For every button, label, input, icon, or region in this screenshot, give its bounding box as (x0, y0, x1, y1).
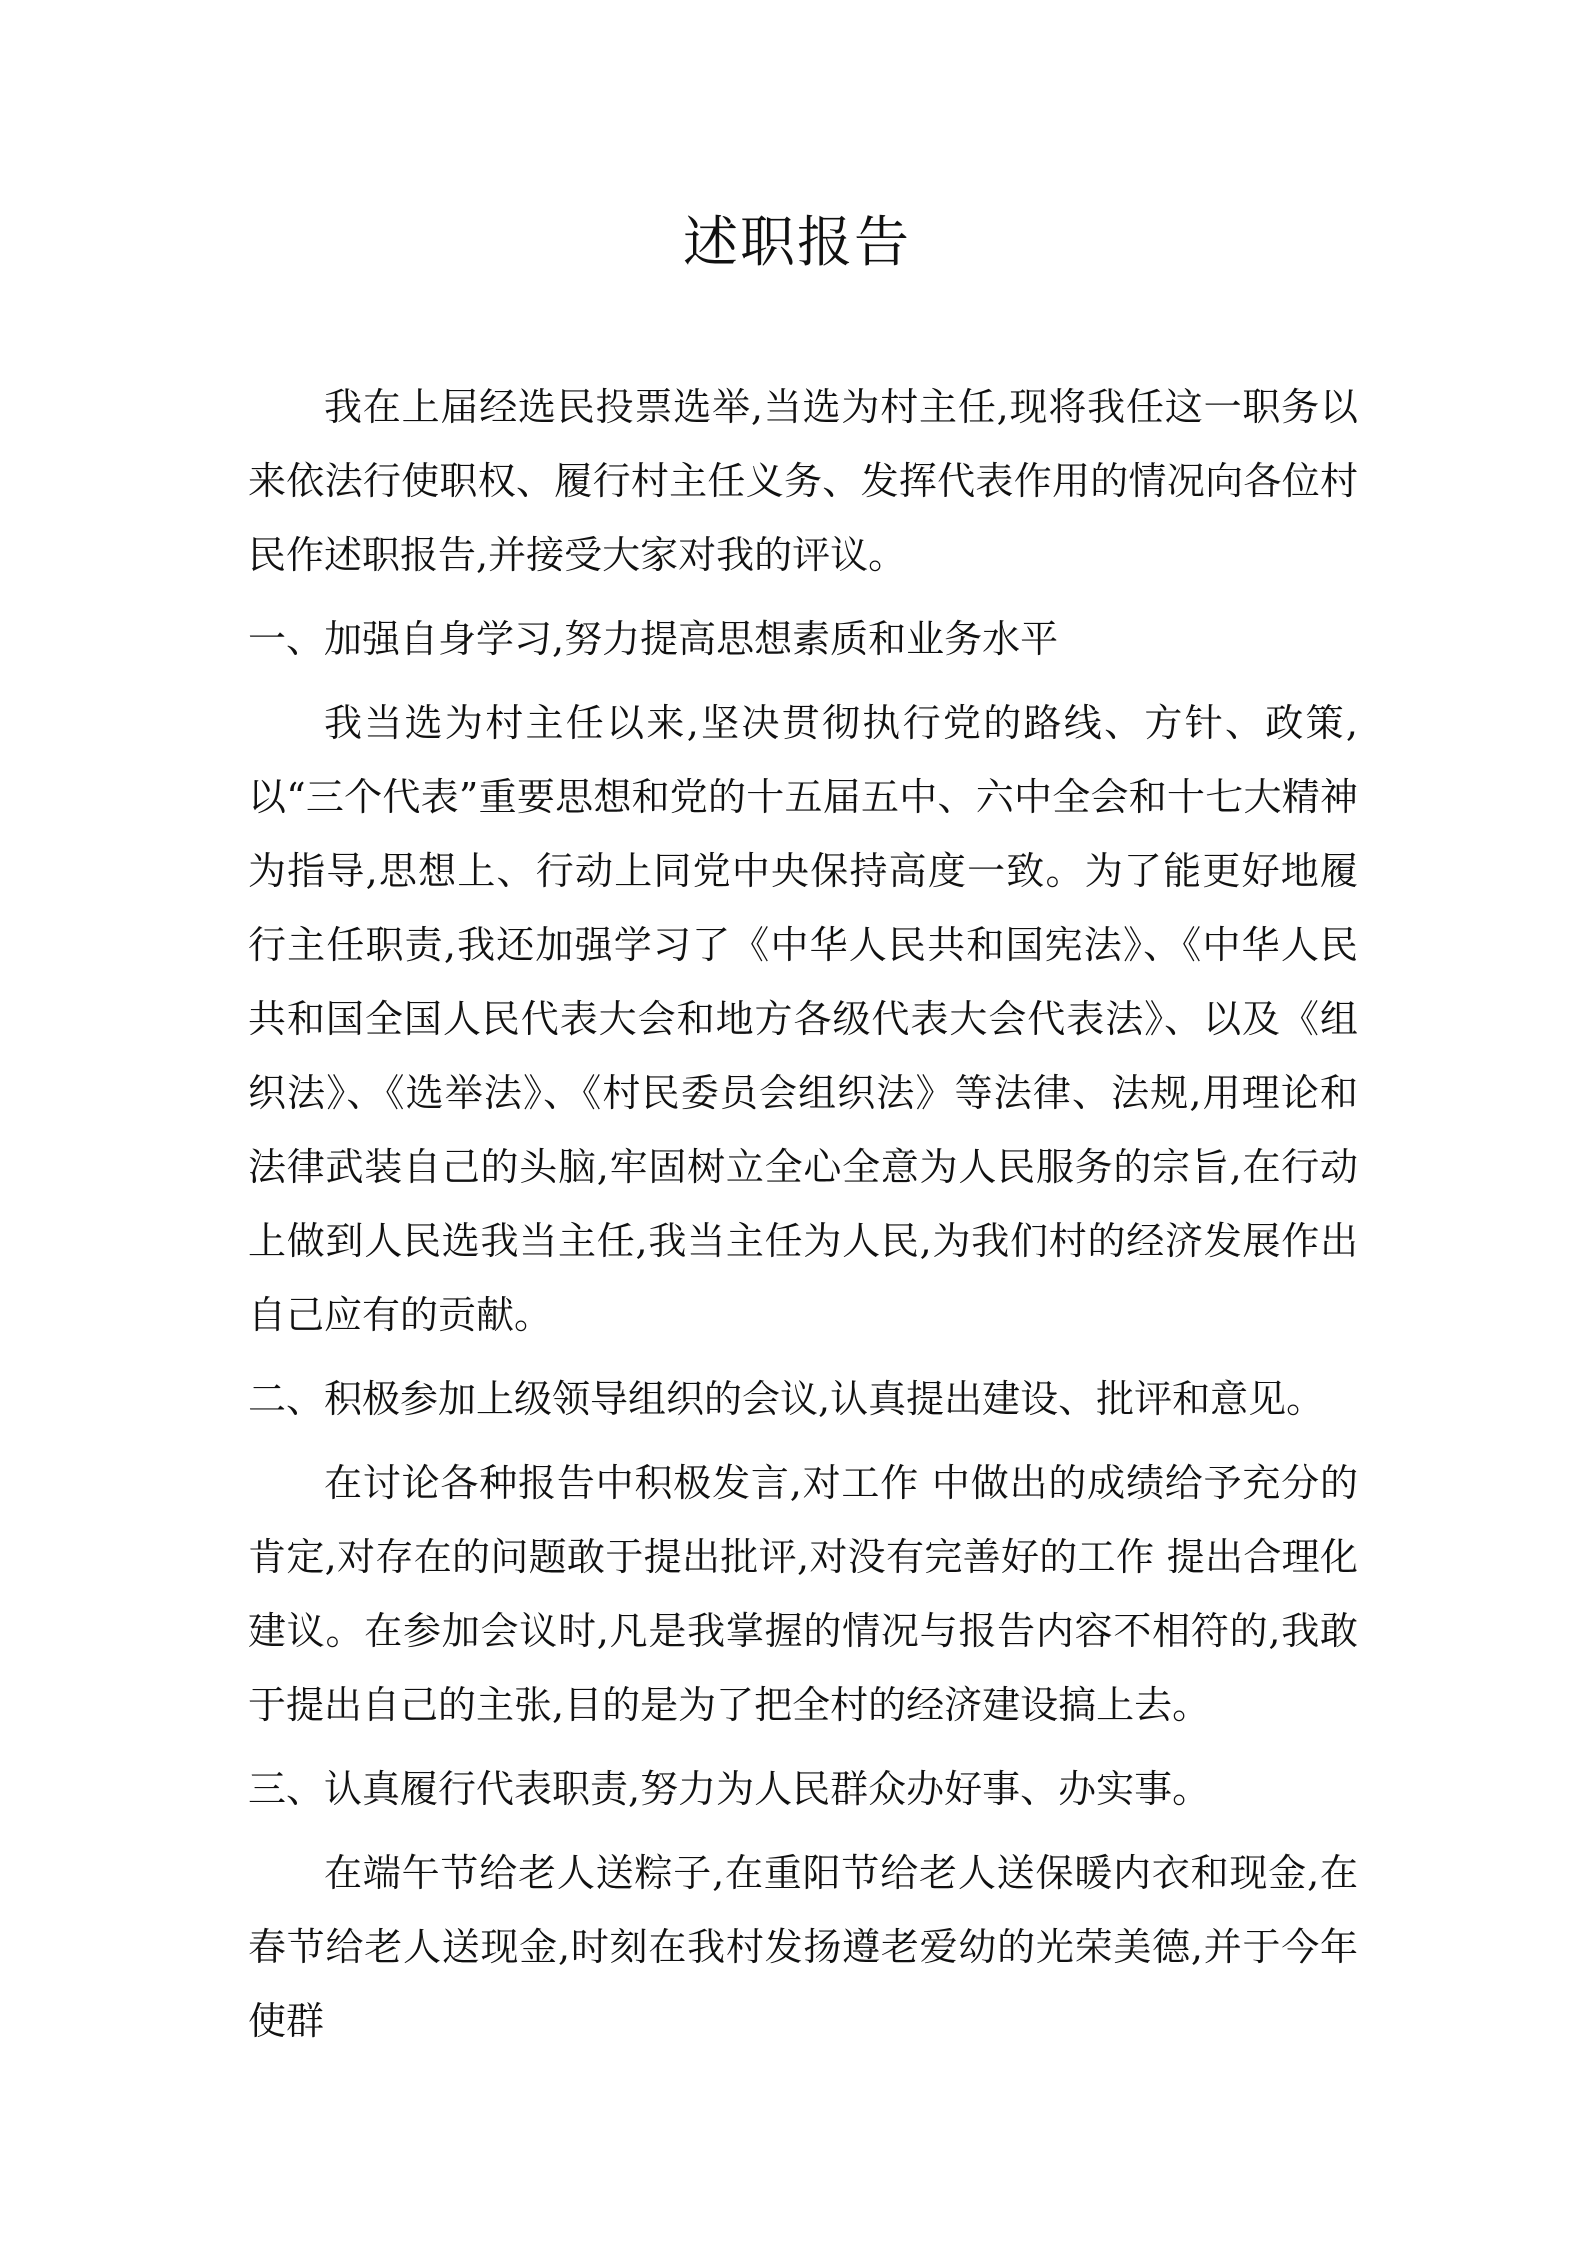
paragraph-section-1: 我当选为村主任以来,坚决贯彻执行党的路线、方针、政策,以“三个代表”重要思想和党的十五届五中、六中全会和十七大精神为指导,思想上、行动上同党中央保持高度一致。为了能更好地履行主任职责,我还加强学习了《中华人民共和国宪法》、《中华人民共和国全国人民代表大会和地方各级代表大会代表法》、以及《组织法》、《选举法》、《村民委员会组织法》等法律、法规,用理论和法律武装自己的头脑,牢固树立全心全意为人民服务的宗旨,在行动上做到人民选我当主任,我当主任为人民,为我们村的经济发展作出自己应有的贡献。 (248, 701, 1358, 1337)
document-body (248, 370, 1358, 2068)
document-title: 述职报告 (682, 210, 911, 274)
section-heading-2: 二、积极参加上级领导组织的会议,认真提出建设、批评和意见。 (248, 1377, 1325, 1421)
section-heading-3: 三、认真履行代表职责,努力为人民群众办好事、办实事。 (248, 1767, 1211, 1811)
section-heading-1: 一、加强自身学习,努力提高思想素质和业务水平 (248, 617, 1059, 661)
paragraph-intro: 我在上届经选民投票选举,当选为村主任,现将我任这一职务以来依法行使职权、履行村主任义务、发挥代表作用的情况向各位村民作述职报告,并接受大家对我的评议。 (248, 385, 1358, 577)
paragraph-section-2: 在讨论各种报告中积极发言,对工作 中做出的成绩给予充分的肯定,对存在的问题敢于提出批评,对没有完善好的工作 提出合理化建议。在参加会议时,凡是我掌握的情况与报告内容不相符的,我敢于提出自己的主张,目的是为了把全村的经济建设搞上去。 (248, 1461, 1358, 1727)
paragraph-section-3: 在端午节给老人送粽子,在重阳节给老人送保暖内衣和现金,在春节给老人送现金,时刻在我村发扬遵老爱幼的光荣美德,并于今年使群 (248, 1851, 1358, 2043)
